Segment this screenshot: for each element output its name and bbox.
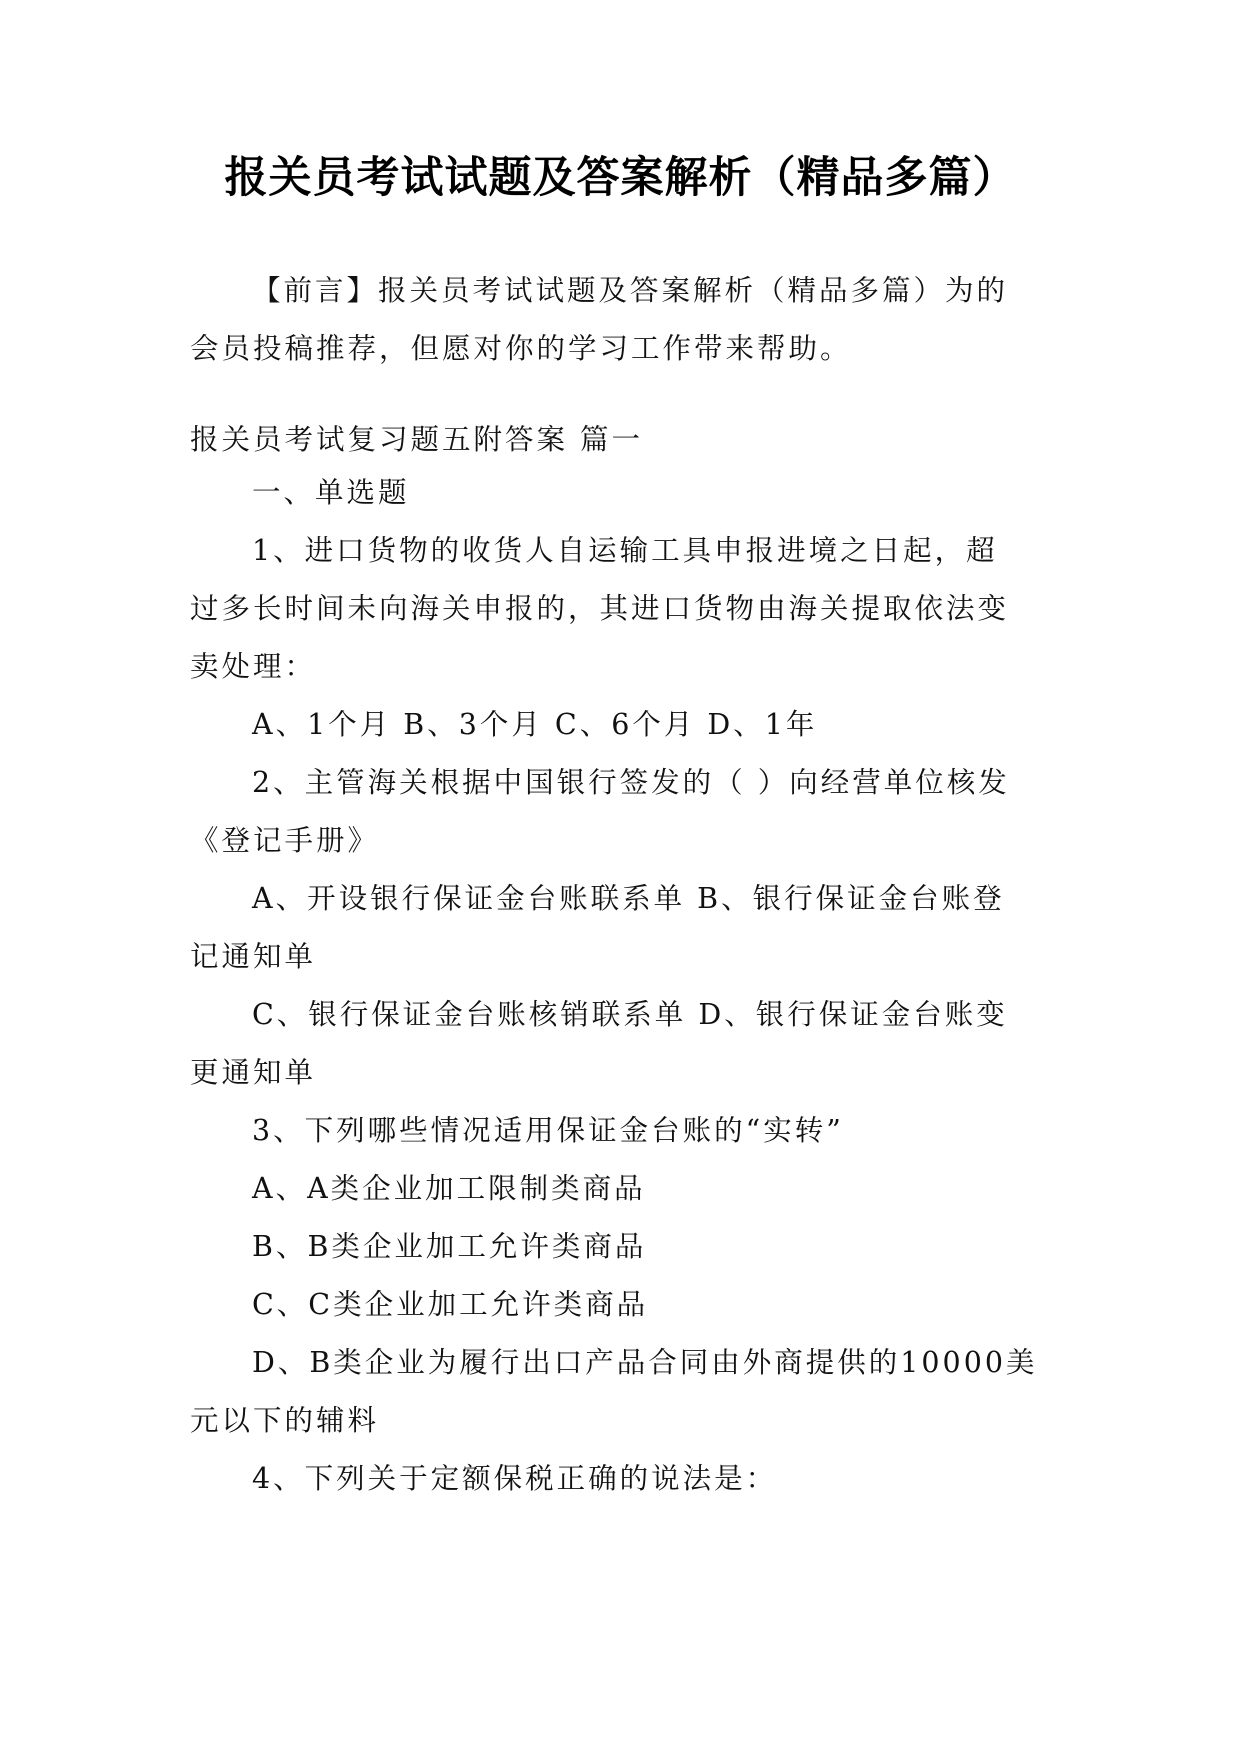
body-paragraph — [190, 986, 1050, 1102]
paragraph-line: 2、主管海关根据中国银行签发的（ ）向经营单位核发 — [252, 766, 1010, 799]
paragraph-line: 记通知单 — [190, 940, 317, 973]
preface-paragraph — [190, 262, 1050, 378]
paragraph-line: B、B类企业加工允许类商品 — [252, 1230, 647, 1263]
body-paragraph — [190, 1102, 1050, 1160]
paragraph-line: D、B类企业为履行出口产品合同由外商提供的10000美 — [252, 1346, 1038, 1379]
paragraph-line: C、C类企业加工允许类商品 — [252, 1288, 649, 1321]
paragraph-line: 过多长时间未向海关申报的，其进口货物由海关提取依法变 — [190, 592, 1010, 625]
paragraph-line: 4、下列关于定额保税正确的说法是： — [252, 1462, 778, 1495]
body-paragraph — [190, 696, 1050, 754]
body-paragraph — [190, 870, 1050, 986]
preface-line: 【前言】报关员考试试题及答案解析（精品多篇）为的 — [252, 274, 1009, 307]
body-paragraph — [190, 1160, 1050, 1218]
document-title: 报关员考试试题及答案解析（精品多篇） — [224, 153, 1017, 203]
paragraph-line: 1、进口货物的收货人自运输工具申报进境之日起，超 — [252, 534, 998, 567]
paragraph-line: 更通知单 — [190, 1056, 317, 1089]
section-heading — [190, 411, 1050, 469]
section-heading-text: 报关员考试复习题五附答案 篇一 — [190, 423, 644, 456]
body-paragraph — [190, 1276, 1050, 1334]
question-list — [190, 464, 1050, 1508]
paragraph-line: A、1个月 B、3个月 C、6个月 D、1年 — [252, 708, 818, 741]
paragraph-line: 一、单选题 — [252, 476, 410, 509]
body-paragraph — [190, 754, 1050, 870]
body-paragraph — [190, 464, 1050, 522]
preface-line: 会员投稿推荐，但愿对你的学习工作带来帮助。 — [190, 332, 852, 365]
body-paragraph — [190, 1450, 1050, 1508]
body-paragraph — [190, 1218, 1050, 1276]
paragraph-line: 元以下的辅料 — [190, 1404, 380, 1437]
paragraph-line: 3、下列哪些情况适用保证金台账的“实转” — [252, 1114, 844, 1147]
paragraph-line: A、A类企业加工限制类商品 — [252, 1172, 646, 1205]
paragraph-line: 卖处理： — [190, 650, 317, 683]
paragraph-line: C、银行保证金台账核销联系单 D、银行保证金台账变 — [252, 998, 1008, 1031]
body-paragraph — [190, 522, 1050, 696]
paragraph-line: A、开设银行保证金台账联系单 B、银行保证金台账登 — [252, 882, 1005, 915]
body-paragraph — [190, 1334, 1050, 1450]
paragraph-line: 《登记手册》 — [190, 824, 380, 857]
